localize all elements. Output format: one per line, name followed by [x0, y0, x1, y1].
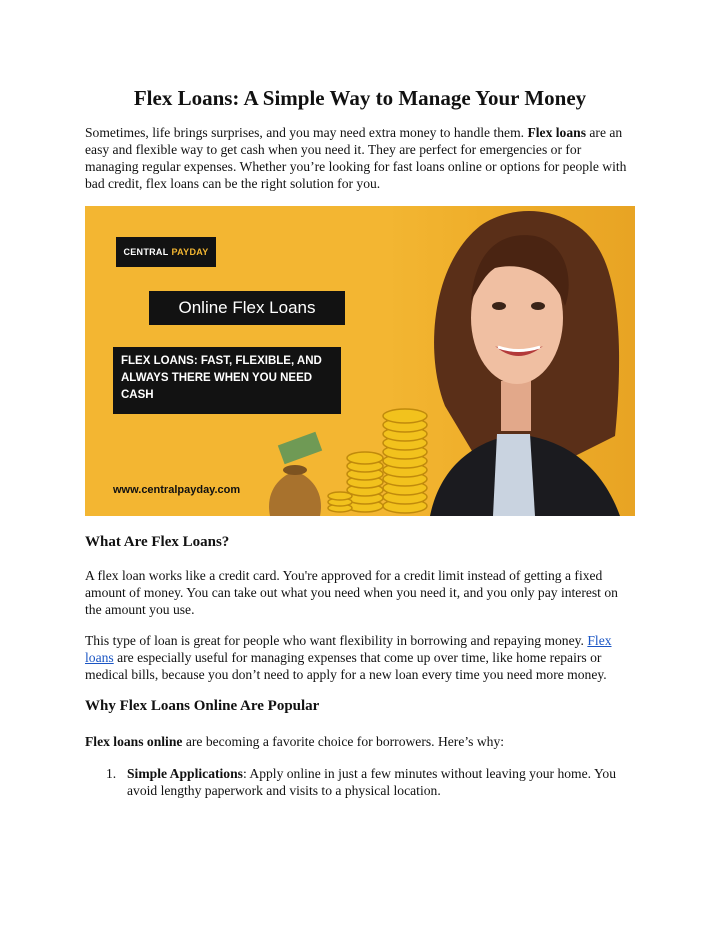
banner-website: www.centralpayday.com	[113, 484, 241, 496]
section2-lead-bold: Flex loans online	[85, 734, 183, 749]
section1-paragraph-2	[85, 632, 637, 683]
reasons-list	[85, 765, 637, 799]
intro-paragraph	[85, 124, 637, 192]
section-heading-why: Why Flex Loans Online Are Popular	[85, 698, 320, 714]
para2-after: are especially useful for managing expenses that come up over time, like home repairs or medical bills, because you don’t need to apply for a new loan every time you need more money.	[85, 650, 607, 682]
intro-bold: Flex loans	[527, 125, 586, 140]
list-item-text: : Apply online in just a few minutes without leaving your home. You avoid lengthy paperwork and visits to a physical location.	[127, 766, 617, 798]
intro-text-after: are an easy and flexible way to get cash when you need it. They are perfect for emergencies or for managing regular expenses. Whether you’re looking for fast loans online or options for people with bad credit, flex loans can be the right solution for you.	[85, 125, 627, 191]
list-number: 1.	[106, 766, 117, 781]
section2-lead-rest: are becoming a favorite choice for borrowers. Here’s why:	[182, 734, 505, 749]
promo-banner-image	[85, 206, 635, 516]
gold-coins-icon	[265, 396, 445, 516]
list-item-title: Simple Applications	[127, 766, 243, 781]
para2-before: This type of loan is great for people who want flexibility in borrowing and repaying money.	[85, 633, 588, 648]
flex-loans-link[interactable]: Flex loans	[85, 633, 612, 665]
section-heading-what: What Are Flex Loans?	[85, 534, 230, 550]
banner-headline: Online Flex Loans	[149, 291, 345, 325]
banner-tagline: FLEX LOANS: FAST, FLEXIBLE, AND ALWAYS THERE WHEN YOU NEED CASH	[113, 347, 341, 414]
list-item	[85, 765, 637, 799]
section1-paragraph-1: A flex loan works like a credit card. You're approved for a credit limit instead of getting a fixed amount of money. You can take out what you need when you need it, and you only pay interest on the amount you use.	[85, 568, 618, 617]
section2-lead	[85, 733, 637, 750]
page-title: Flex Loans: A Simple Way to Manage Your Money	[133, 86, 587, 110]
intro-text-before: Sometimes, life brings surprises, and you may need extra money to handle them.	[85, 125, 528, 140]
brand-logo: CENTRAL PAYDAY	[116, 237, 216, 267]
